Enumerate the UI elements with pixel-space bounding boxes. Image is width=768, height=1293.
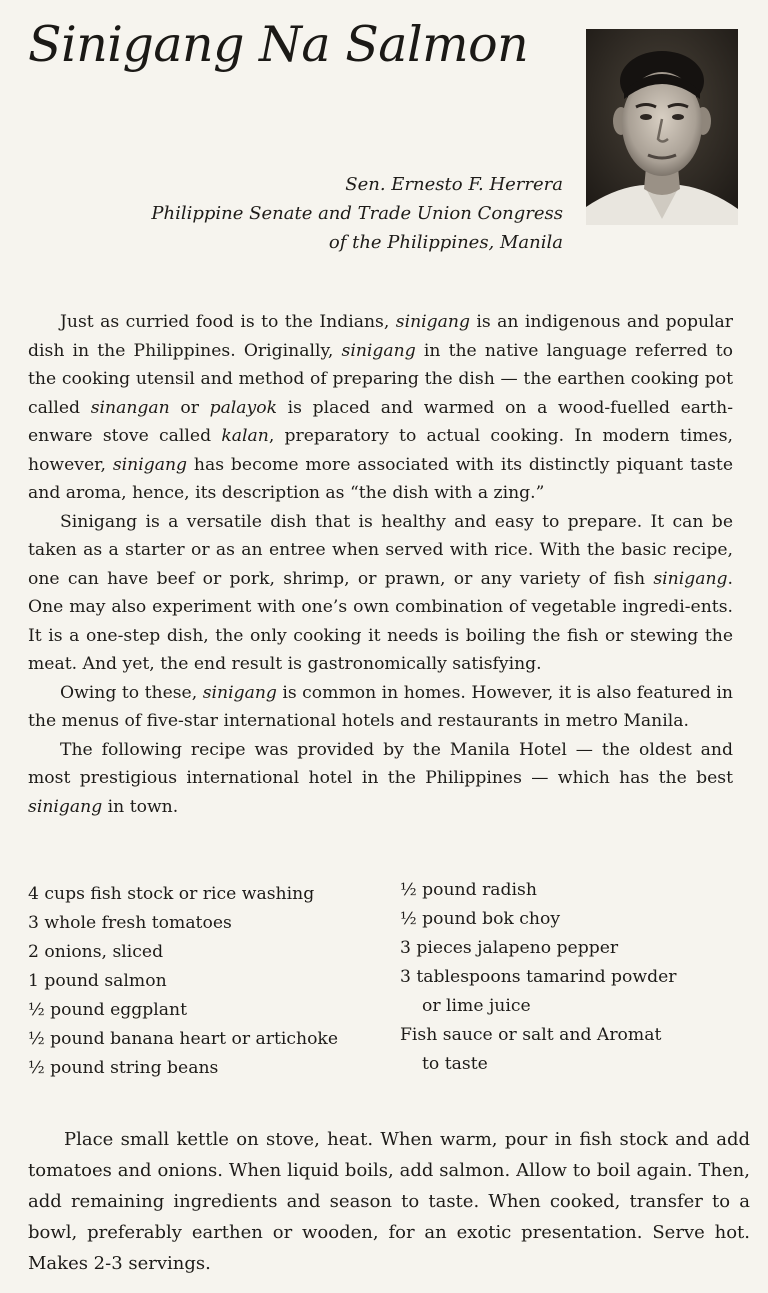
text-run: , preparatory to actual cooking. In modern times, however, <box>28 426 733 475</box>
intro-paragraph <box>28 679 733 736</box>
text-run: or <box>169 397 210 418</box>
ingredient-item: ½ pound radish <box>400 880 537 900</box>
italic-term: sinangan <box>90 397 170 418</box>
intro-paragraph <box>28 308 733 508</box>
text-run: is common in homes. However, it is also featured in the menus of five-star international hotels and restaurants in metro Manila. <box>28 682 733 731</box>
italic-term: sinigang <box>653 568 728 589</box>
ingredient-item: 3 tablespoons tamarind powder <box>400 967 677 987</box>
ingredient-item: ½ pound bok choy <box>400 909 561 929</box>
ingredient-item: ½ pound eggplant <box>28 1000 187 1020</box>
ingredient-item: 2 onions, sliced <box>28 942 164 962</box>
ingredients-column-right <box>400 876 740 1079</box>
ingredient-item: 3 pieces jalapeno pepper <box>400 938 619 958</box>
italic-term: sinigang <box>112 454 188 475</box>
intro-paragraph <box>28 736 733 822</box>
italic-term: kalan <box>221 426 269 446</box>
text-run: in the native language referred to the cooking utensil and method of preparing the dish — the earthen cooking pot called <box>28 340 734 418</box>
author-byline <box>151 170 563 257</box>
text-run: has become more associated with its distinctly piquant taste and aroma, hence, its description as “the dish with a zing.” <box>28 454 733 503</box>
italic-term: sinigang <box>28 796 103 817</box>
ingredient-item: 4 cups fish stock or rice washing <box>28 884 315 904</box>
recipe-title: Sinigang Na Salmon <box>28 16 529 73</box>
text-run: The following recipe was provided by the Manila Hotel — the oldest and most prestigious international hotel in the Philippines — which has the best <box>28 739 733 788</box>
ingredient-item: ½ pound banana heart or artichoke <box>28 1029 339 1049</box>
author-organization-line-1: Philippine Senate and Trade Union Congress <box>151 203 563 224</box>
ingredient-item: 1 pound salmon <box>28 971 167 991</box>
intro-paragraph <box>28 508 733 679</box>
method-paragraph: Place small kettle on stove, heat. When warm, pour in fish stock and add tomatoes and onions. When liquid boils, add salmon. Allow to boil again. Then, add remaining ingredients and season to taste. When cooked, transfer to a bowl, preferably earthen or wooden, for an exotic presentation. Serve hot. Makes 2-3 servings. <box>28 1129 750 1274</box>
italic-term: palayok <box>209 397 278 418</box>
introduction-text <box>28 308 733 821</box>
ingredient-item-continuation: or lime juice <box>422 996 531 1016</box>
text-run: Owing to these, <box>60 682 203 703</box>
ingredients-column-left <box>28 880 388 1083</box>
ingredient-item-continuation: to taste <box>422 1054 488 1074</box>
text-run: is placed and warmed on a wood-fuelled earth-enware stove called <box>28 397 734 446</box>
italic-term: sinigang <box>202 682 277 703</box>
italic-term: sinigang <box>395 312 470 332</box>
text-run: . One may also experiment with one’s own combination of vegetable ingredi-ents. It is a one-step dish, the only cooking it needs is boiling the fish or stewing the meat. And yet, the end result is gastronomically satisfying. <box>28 568 733 674</box>
text-run: Just as curried food is to the Indians, <box>60 312 396 332</box>
author-name: Sen. Ernesto F. Herrera <box>345 174 563 195</box>
text-run: Sinigang is a versatile dish that is healthy and easy to prepare. It can be taken as a starter or as an entree when served with rice. With the basic recipe, one can have beef or pork, shrimp, or prawn, or any variety of fish <box>28 511 733 589</box>
italic-term: sinigang <box>341 340 416 361</box>
author-organization-line-2: of the Philippines, Manila <box>328 232 563 253</box>
ingredient-item: 3 whole fresh tomatoes <box>28 913 232 933</box>
ingredient-item: Fish sauce or salt and Aromat <box>400 1025 662 1045</box>
text-run: in town. <box>102 796 179 817</box>
ingredient-item: ½ pound string beans <box>28 1058 219 1078</box>
author-portrait-photo <box>586 29 738 225</box>
text-run: is an indigenous and popular dish in the Philippines. Originally, <box>28 312 734 361</box>
cooking-method <box>28 1124 750 1279</box>
portrait-illustration <box>586 29 738 225</box>
